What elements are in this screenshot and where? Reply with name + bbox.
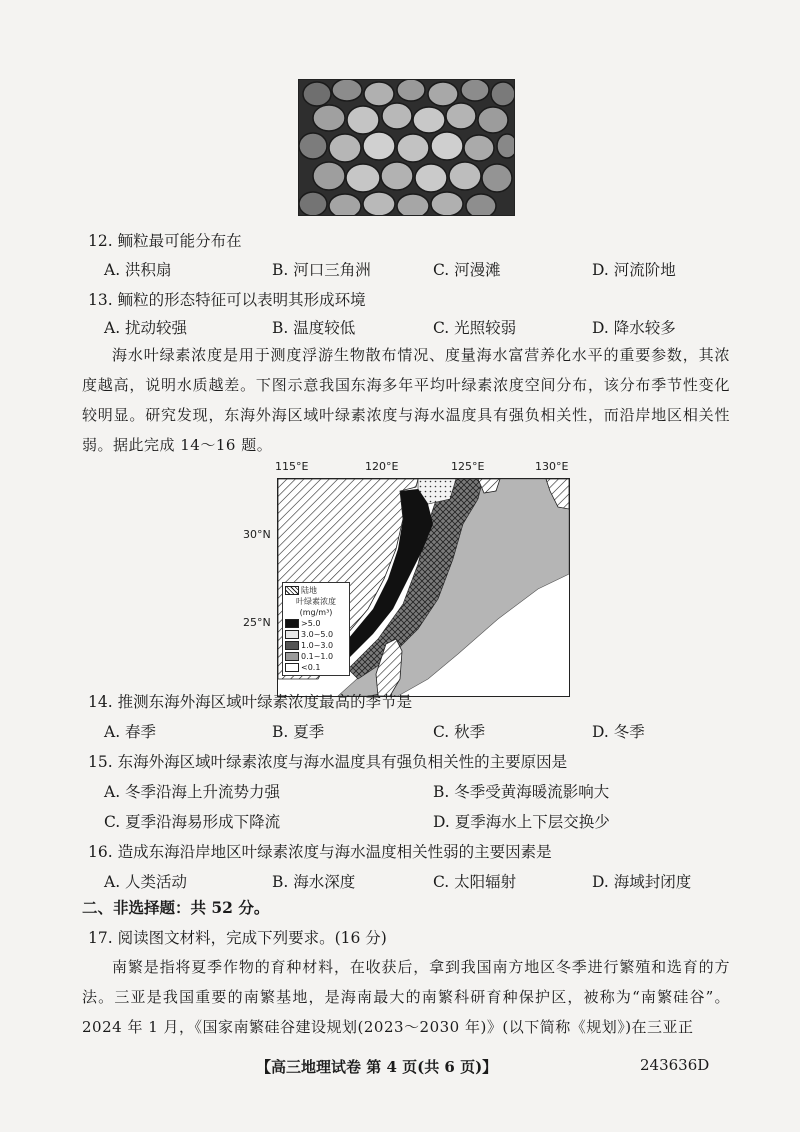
material-paragraph: 海水叶绿素浓度是用于测度浮游生物散布情况、度量海水富营养化水平的重要参数，其浓度越高，说明水质越差。下图示意我国东海多年平均叶绿素浓度空间分布，该分布季节性变化较明显。研究发现，东海外海区域叶绿素浓度与海水温度具有强负相关性，而沿岸地区相关性弱。据此完成 14～16 题。: [82, 346, 730, 454]
q12-option-b[interactable]: B. 河口三角洲: [272, 261, 371, 279]
lon-label-115: 115°E: [275, 460, 309, 473]
question-17: 17. 阅读图文材料，完成下列要求。(16 分): [88, 929, 387, 947]
legend-swatch-4: [285, 652, 299, 661]
oolite-grains-image: [299, 80, 514, 215]
question-15: 15. 东海外海区域叶绿素浓度与海水温度具有强负相关性的主要原因是: [88, 753, 568, 771]
question-13: 13. 鲕粒的形态特征可以表明其形成环境: [88, 291, 366, 309]
footer-code: 243636D: [640, 1056, 710, 1074]
legend-land: [285, 585, 347, 596]
q17-material: 南繁是指将夏季作物的育种材料，在收获后，拿到我国南方地区冬季进行繁殖和选育的方法。三亚是我国重要的南繁基地，是海南最大的南繁科研育种保护区，被称为“南繁硅谷”。2024 年 1 月，《国家南繁硅谷建设规划(2023～2030 年)》(以下简称《规划》)在三亚正: [82, 958, 730, 1036]
oolite-photo: [298, 79, 515, 216]
section-2-heading: 二、非选择题：共 52 分。: [82, 898, 270, 917]
legend-label-1: >5.0: [301, 619, 321, 628]
q14-option-c[interactable]: C. 秋季: [433, 723, 486, 741]
lat-label-25: 25°N: [243, 616, 271, 629]
q13-option-b[interactable]: B. 温度较低: [272, 319, 356, 337]
q16-option-d[interactable]: D. 海域封闭度: [592, 873, 692, 891]
q14-option-a[interactable]: A. 春季: [104, 723, 157, 741]
q12-option-d[interactable]: D. 河流阶地: [592, 261, 676, 279]
q13-option-c[interactable]: C. 光照较弱: [433, 319, 517, 337]
legend-item-3: [285, 640, 347, 651]
lon-label-125: 125°E: [451, 460, 485, 473]
legend-item-4: [285, 651, 347, 662]
legend-label-5: <0.1: [301, 663, 321, 672]
question-14: 14. 推测东海外海区域叶绿素浓度最高的季节是: [88, 693, 413, 711]
q14-option-d[interactable]: D. 冬季: [592, 723, 645, 741]
q16-option-b[interactable]: B. 海水深度: [272, 873, 356, 891]
lon-label-130: 130°E: [535, 460, 569, 473]
legend-swatch-5: [285, 663, 299, 672]
legend-land-label: 陆地: [301, 586, 317, 595]
footer-title: 【高三地理试卷 第 4 页(共 6 页)】: [256, 1058, 498, 1076]
question-12: 12. 鲕粒最可能分布在: [88, 232, 242, 250]
legend-label-3: 1.0~3.0: [301, 641, 334, 650]
legend-swatch-3: [285, 641, 299, 650]
chlorophyll-map: [277, 478, 570, 697]
legend-item-1: [285, 618, 347, 629]
q13-option-a[interactable]: A. 扰动较强: [104, 319, 188, 337]
lon-label-120: 120°E: [365, 460, 399, 473]
q12-option-c[interactable]: C. 河漫滩: [433, 261, 501, 279]
legend-title: 叶绿素浓度: [296, 597, 336, 606]
question-16: 16. 造成东海沿岸地区叶绿素浓度与海水温度相关性弱的主要因素是: [88, 843, 552, 861]
q12-option-a[interactable]: A. 洪积扇: [104, 261, 172, 279]
legend-item-5: [285, 662, 347, 673]
q15-option-c[interactable]: C. 夏季沿海易形成下降流: [104, 813, 281, 831]
q15-option-b[interactable]: B. 冬季受黄海暖流影响大: [433, 783, 610, 801]
q15-option-d[interactable]: D. 夏季海水上下层交换少: [433, 813, 610, 831]
legend-swatch-1: [285, 619, 299, 628]
q13-option-d[interactable]: D. 降水较多: [592, 319, 676, 337]
legend-land-swatch: [285, 586, 299, 595]
q16-option-c[interactable]: C. 太阳辐射: [433, 873, 517, 891]
legend-swatch-2: [285, 630, 299, 639]
lat-label-30: 30°N: [243, 528, 271, 541]
q14-option-b[interactable]: B. 夏季: [272, 723, 325, 741]
q15-option-a[interactable]: A. 冬季沿海上升流势力强: [104, 783, 281, 801]
legend-label-4: 0.1~1.0: [301, 652, 334, 661]
legend-unit: (mg/m³): [299, 608, 333, 617]
q16-option-a[interactable]: A. 人类活动: [104, 873, 188, 891]
map-legend: [282, 582, 350, 676]
legend-label-2: 3.0~5.0: [301, 630, 334, 639]
legend-item-2: [285, 629, 347, 640]
